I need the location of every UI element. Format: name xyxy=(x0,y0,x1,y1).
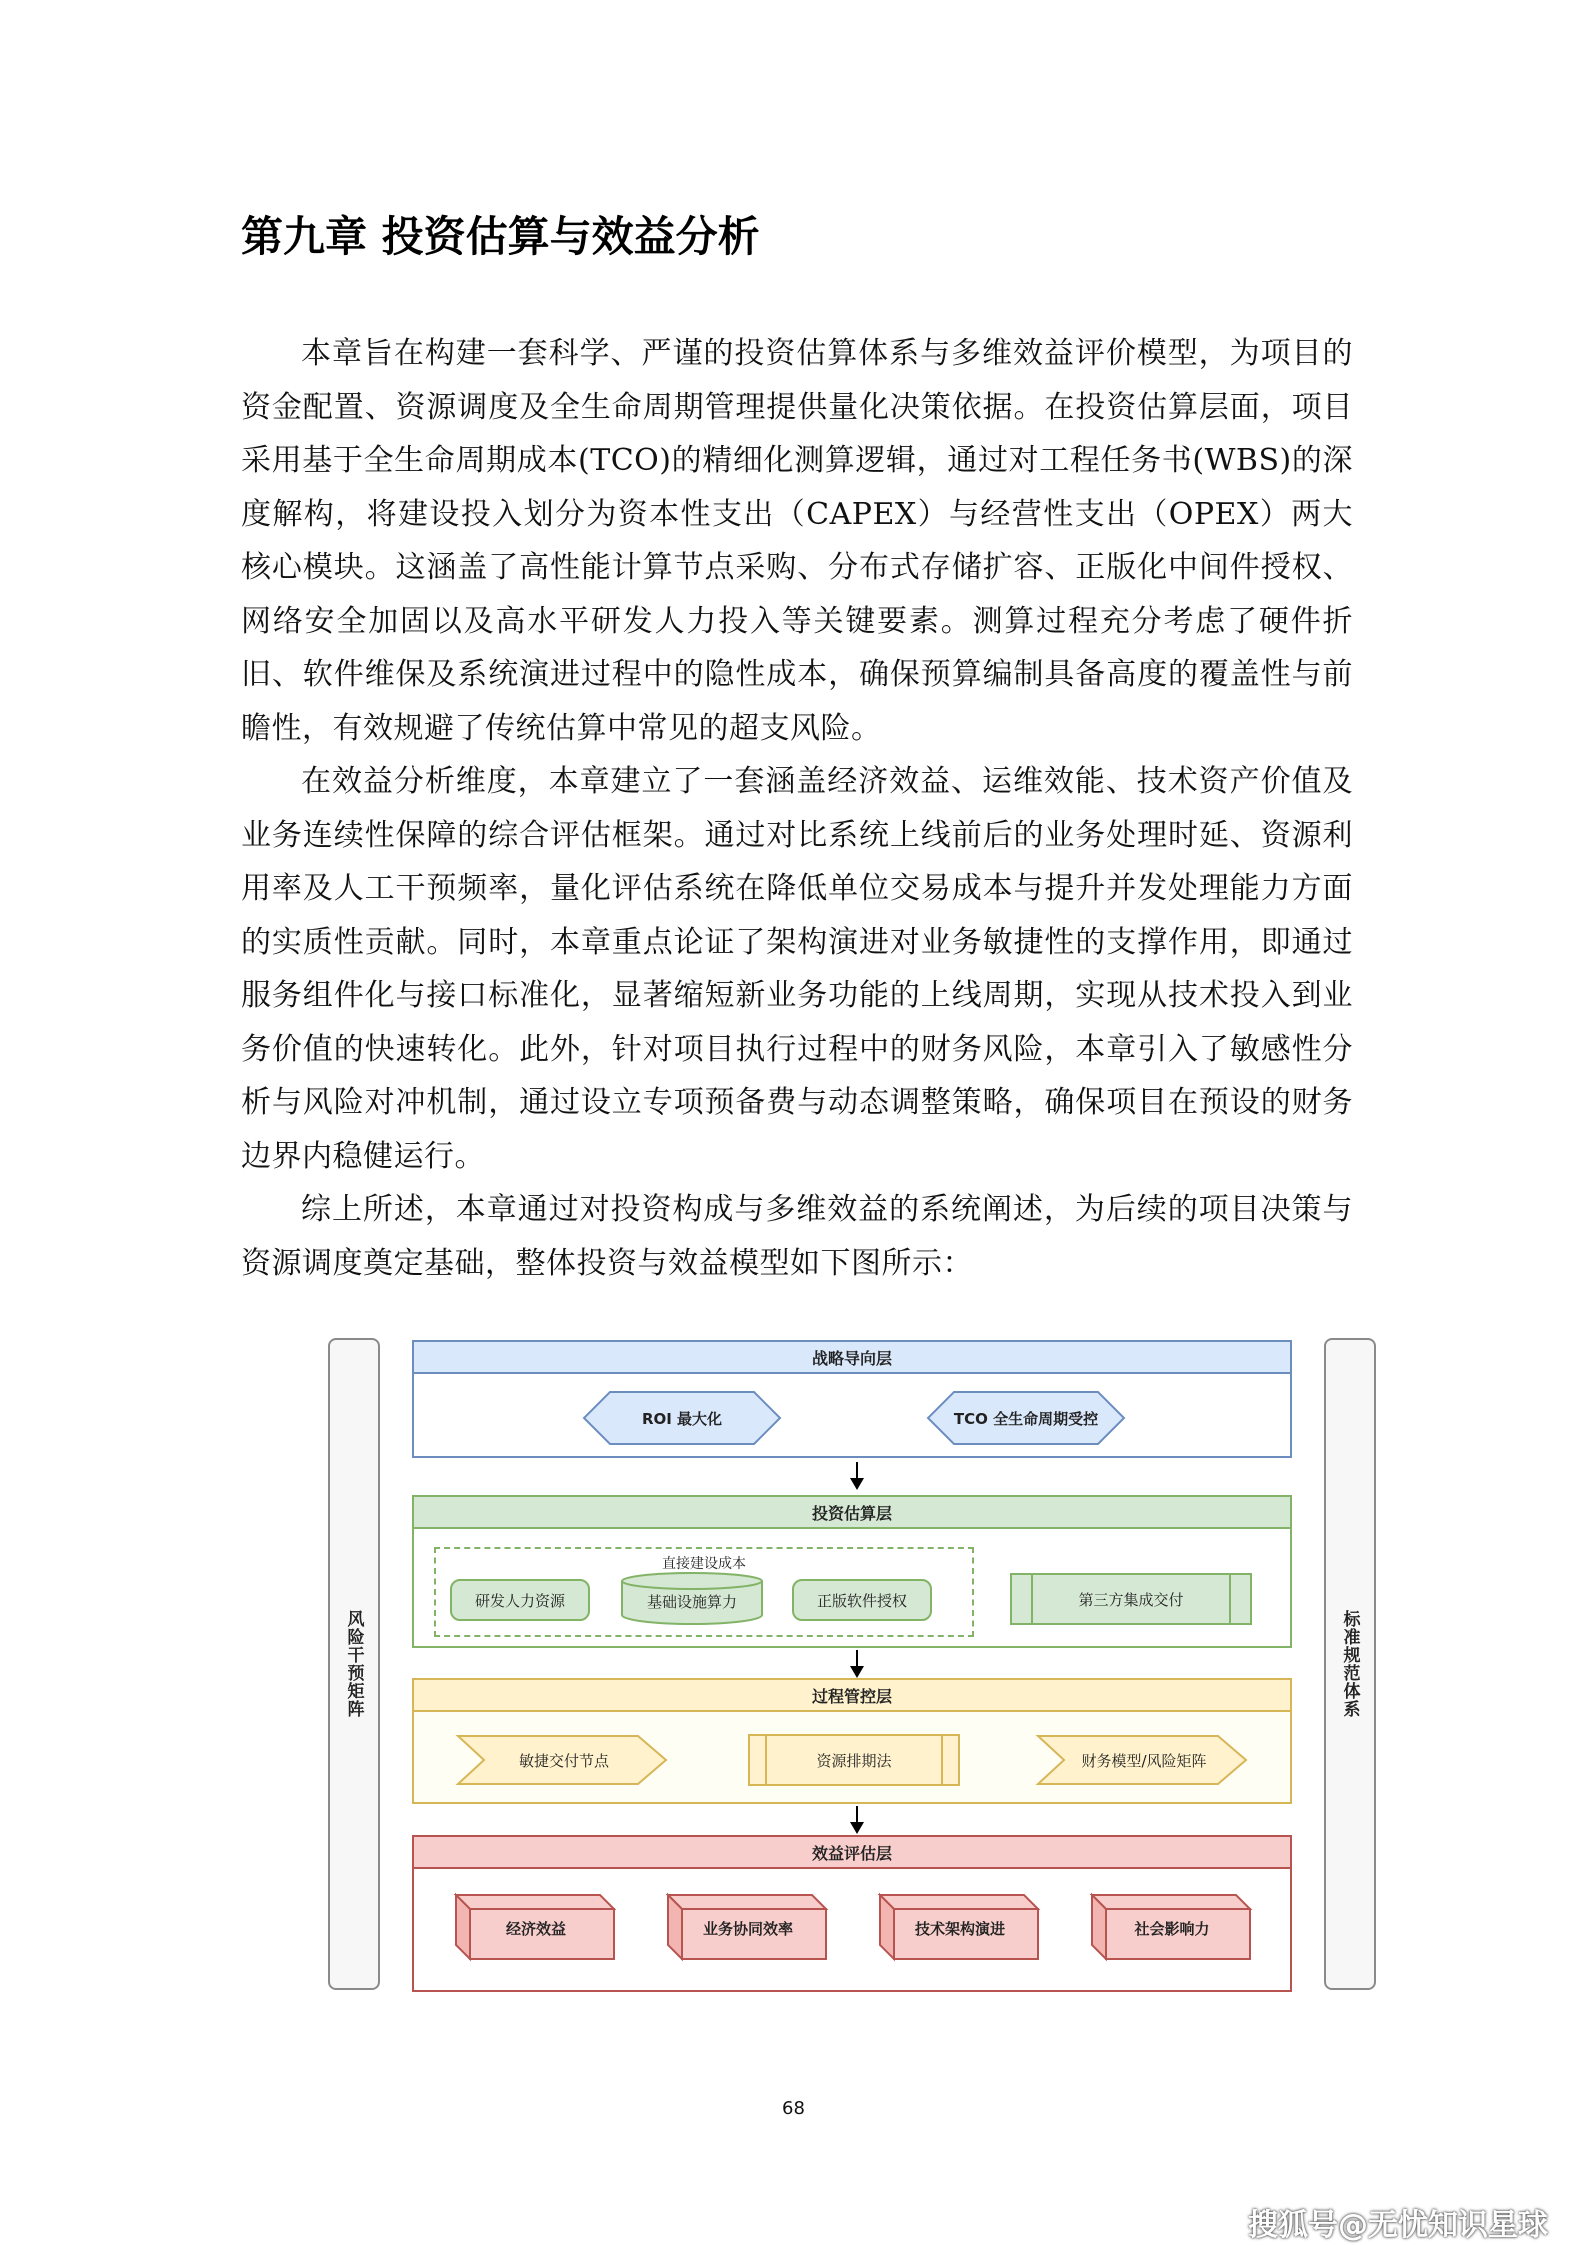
estimation-layer xyxy=(412,1495,1292,1648)
arrow-down-icon xyxy=(849,1650,865,1680)
economic-benefit: 经济效益 xyxy=(505,1919,566,1938)
process-layer-title: 过程管控层 xyxy=(414,1680,1290,1712)
paragraph-2: 在效益分析维度，本章建立了一套涵盖经济效益、运维效能、技术资产价值及业务连续性保障的综合评估框架。通过对比系统上线前后的业务处理时延、资源利用率及人工干预频率，量化评估系统在降低单位交易成本与提升并发处理能力方面的实质性贡献。同时，本章重点论证了架构演进对业务敏捷性的支撑作用，即通过服务组件化与接口标准化，显著缩短新业务功能的上线周期，实现从技术投入到业务价值的快速转化。此外，针对项目执行过程中的财务风险，本章引入了敏感性分析与风险对冲机制，通过设立专项预备费与动态调整策略，确保项目在预设的财务边界内稳健运行。 xyxy=(241,764,1353,1174)
business-synergy: 业务协同效率 xyxy=(702,1919,793,1938)
process-layer xyxy=(412,1678,1292,1804)
roi-label: ROI 最大化 xyxy=(641,1409,723,1428)
body-text xyxy=(241,327,1353,1290)
chapter-title: 第九章 投资估算与效益分析 xyxy=(241,212,760,261)
strategy-layer xyxy=(412,1340,1292,1458)
third-party-integration: 第三方集成交付 xyxy=(1078,1590,1184,1609)
architecture-evolution: 技术架构演进 xyxy=(914,1919,1005,1938)
estimation-layer-title: 投资估算层 xyxy=(414,1497,1290,1529)
resource-scheduling: 资源排期法 xyxy=(816,1751,892,1770)
social-impact: 社会影响力 xyxy=(1134,1919,1210,1938)
paragraph-3: 综上所述，本章通过对投资构成与多维效益的系统阐述，为后续的项目决策与资源调度奠定基础，整体投资与效益模型如下图所示： xyxy=(241,1192,1353,1281)
investment-benefit-diagram xyxy=(322,1330,1384,2000)
arrow-down-icon xyxy=(849,1806,865,1836)
standards-bar xyxy=(1324,1338,1376,1990)
risk-matrix-label: 风险干预矩阵 xyxy=(343,1610,364,1718)
risk-matrix-bar xyxy=(328,1338,380,1990)
agile-delivery-nodes: 敏捷交付节点 xyxy=(518,1751,609,1770)
infrastructure-compute: 基础设施算力 xyxy=(646,1592,737,1611)
finance-risk-matrix: 财务模型/风险矩阵 xyxy=(1081,1751,1207,1770)
page-number: 68 xyxy=(782,2098,805,2119)
paragraph-1: 本章旨在构建一套科学、严谨的投资估算体系与多维效益评价模型，为项目的资金配置、资源调度及全生命周期管理提供量化决策依据。在投资估算层面，项目采用基于全生命周期成本(TCO)的精细化测算逻辑，通过对工程任务书(WBS)的深度解构，将建设投入划分为资本性支出（CAPEX）与经营性支出（OPEX）两大核心模块。这涵盖了高性能计算节点采购、分布式存储扩容、正版化中间件授权、网络安全加固以及高水平研发人力投入等关键要素。测算过程充分考虑了硬件折旧、软件维保及系统演进过程中的隐性成本，确保预算编制具备高度的覆盖性与前瞻性，有效规避了传统估算中常见的超支风险。 xyxy=(241,336,1353,746)
arrow-down-icon xyxy=(849,1462,865,1492)
direct-cost-label: 直接建设成本 xyxy=(662,1556,746,1572)
standards-label: 标准规范体系 xyxy=(1339,1610,1360,1718)
benefit-layer-title: 效益评估层 xyxy=(414,1837,1290,1869)
rd-human-resources: 研发人力资源 xyxy=(450,1579,590,1621)
watermark: 搜狐号@无忧知识星球 xyxy=(1248,2208,1548,2243)
tco-label: TCO 全生命周期受控 xyxy=(953,1409,1099,1428)
licensed-software: 正版软件授权 xyxy=(792,1579,932,1621)
strategy-layer-title: 战略导向层 xyxy=(414,1342,1290,1374)
benefit-layer xyxy=(412,1835,1292,1992)
